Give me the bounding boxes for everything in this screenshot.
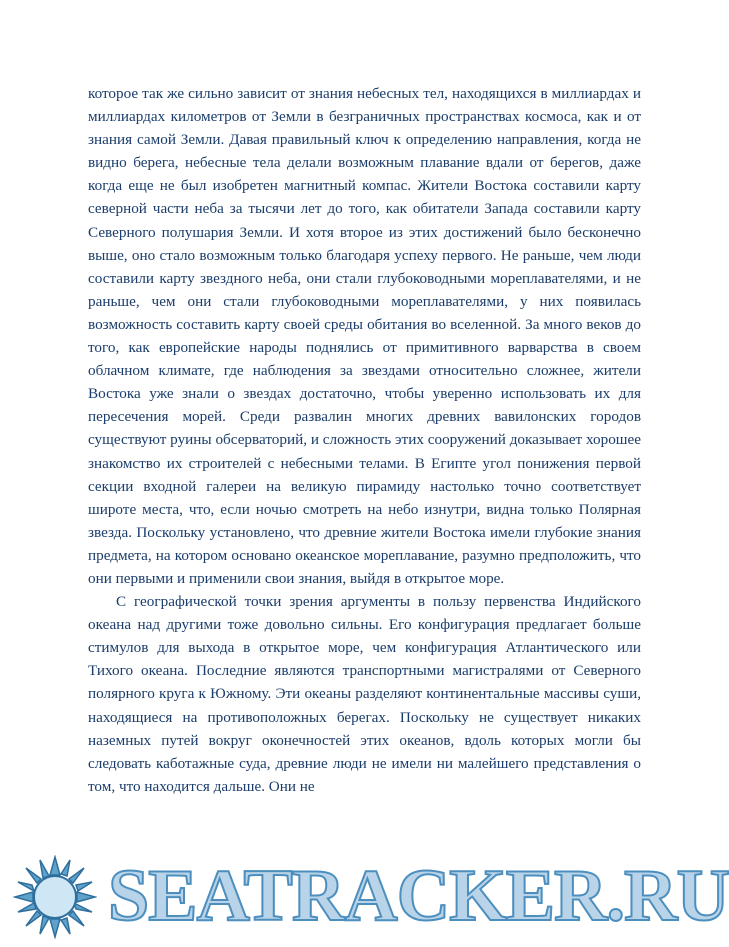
watermark-text: SEATRACKER.RU bbox=[108, 855, 729, 937]
watermark bbox=[0, 842, 729, 947]
paragraph: С географической точки зрения аргументы в пользу первенства Индийского океана над другими тоже довольно сильны. Его конфигурация предлагает больше стимулов для выхода в открытое море, чем конфигурация Атлантического или Тихого океана. Последние являются транспортными магистралями от Северного полярного круга к Южному. Эти океаны разделяют континентальные массивы суши, находящиеся на противоположных берегах. Поскольку не существует никаких наземных путей вокруг оконечностей этих океанов, вдоль которых могли бы следовать каботажные суда, древние люди не имели ни малейшего представления о том, что находится дальше. Они не bbox=[88, 593, 641, 795]
sun-icon bbox=[13, 855, 97, 939]
paragraph: которое так же сильно зависит от знания небесных тел, находящихся в миллиардах и миллиардах километров от Земли в безграничных пространствах космоса, как и от знания самой Земли. Давая правильный ключ к определению направления, когда не видно берега, небесные тела делали возможным плавание вдали от берегов, даже когда еще не был изобретен магнитный компас. Жители Востока составили карту северной части неба за тысячи лет до того, как обитатели Запада составили карту Северного полушария Земли. И хотя второе из этих достижений было бесконечно выше, оно стало возможным только благодаря успеху первого. Не раньше, чем люди составили карту звездного неба, они стали глубоководными мореплавателями, и не раньше, чем они стали глубоководными мореплавателями, у них появилась возможность составить карту своей среды обитания во вселенной. За много веков до того, как европейские народы поднялись от примитивного варварства в своем облачном климате, где наблюдения за звездами относительно сложнее, жители Востока уже знали о звездах достаточно, чтобы уверенно использовать их для пересечения морей. Среди развалин многих древних вавилонских городов существуют руины обсерваторий, и сложность этих сооружений доказывает хорошее знакомство их строителей с небесными телами. В Египте угол понижения первой секции входной галереи на великую пирамиду настолько точно соответствует широте места, что, если ночью смотреть на небо изнутри, видна только Полярная звезда. Поскольку установлено, что древние жители Востока имели глубокие знания предмета, на котором основано океанское мореплавание, разумно предположить, что они первыми и применили свои знания, выйдя в открытое море. bbox=[88, 85, 641, 587]
document-text-body bbox=[88, 82, 641, 798]
